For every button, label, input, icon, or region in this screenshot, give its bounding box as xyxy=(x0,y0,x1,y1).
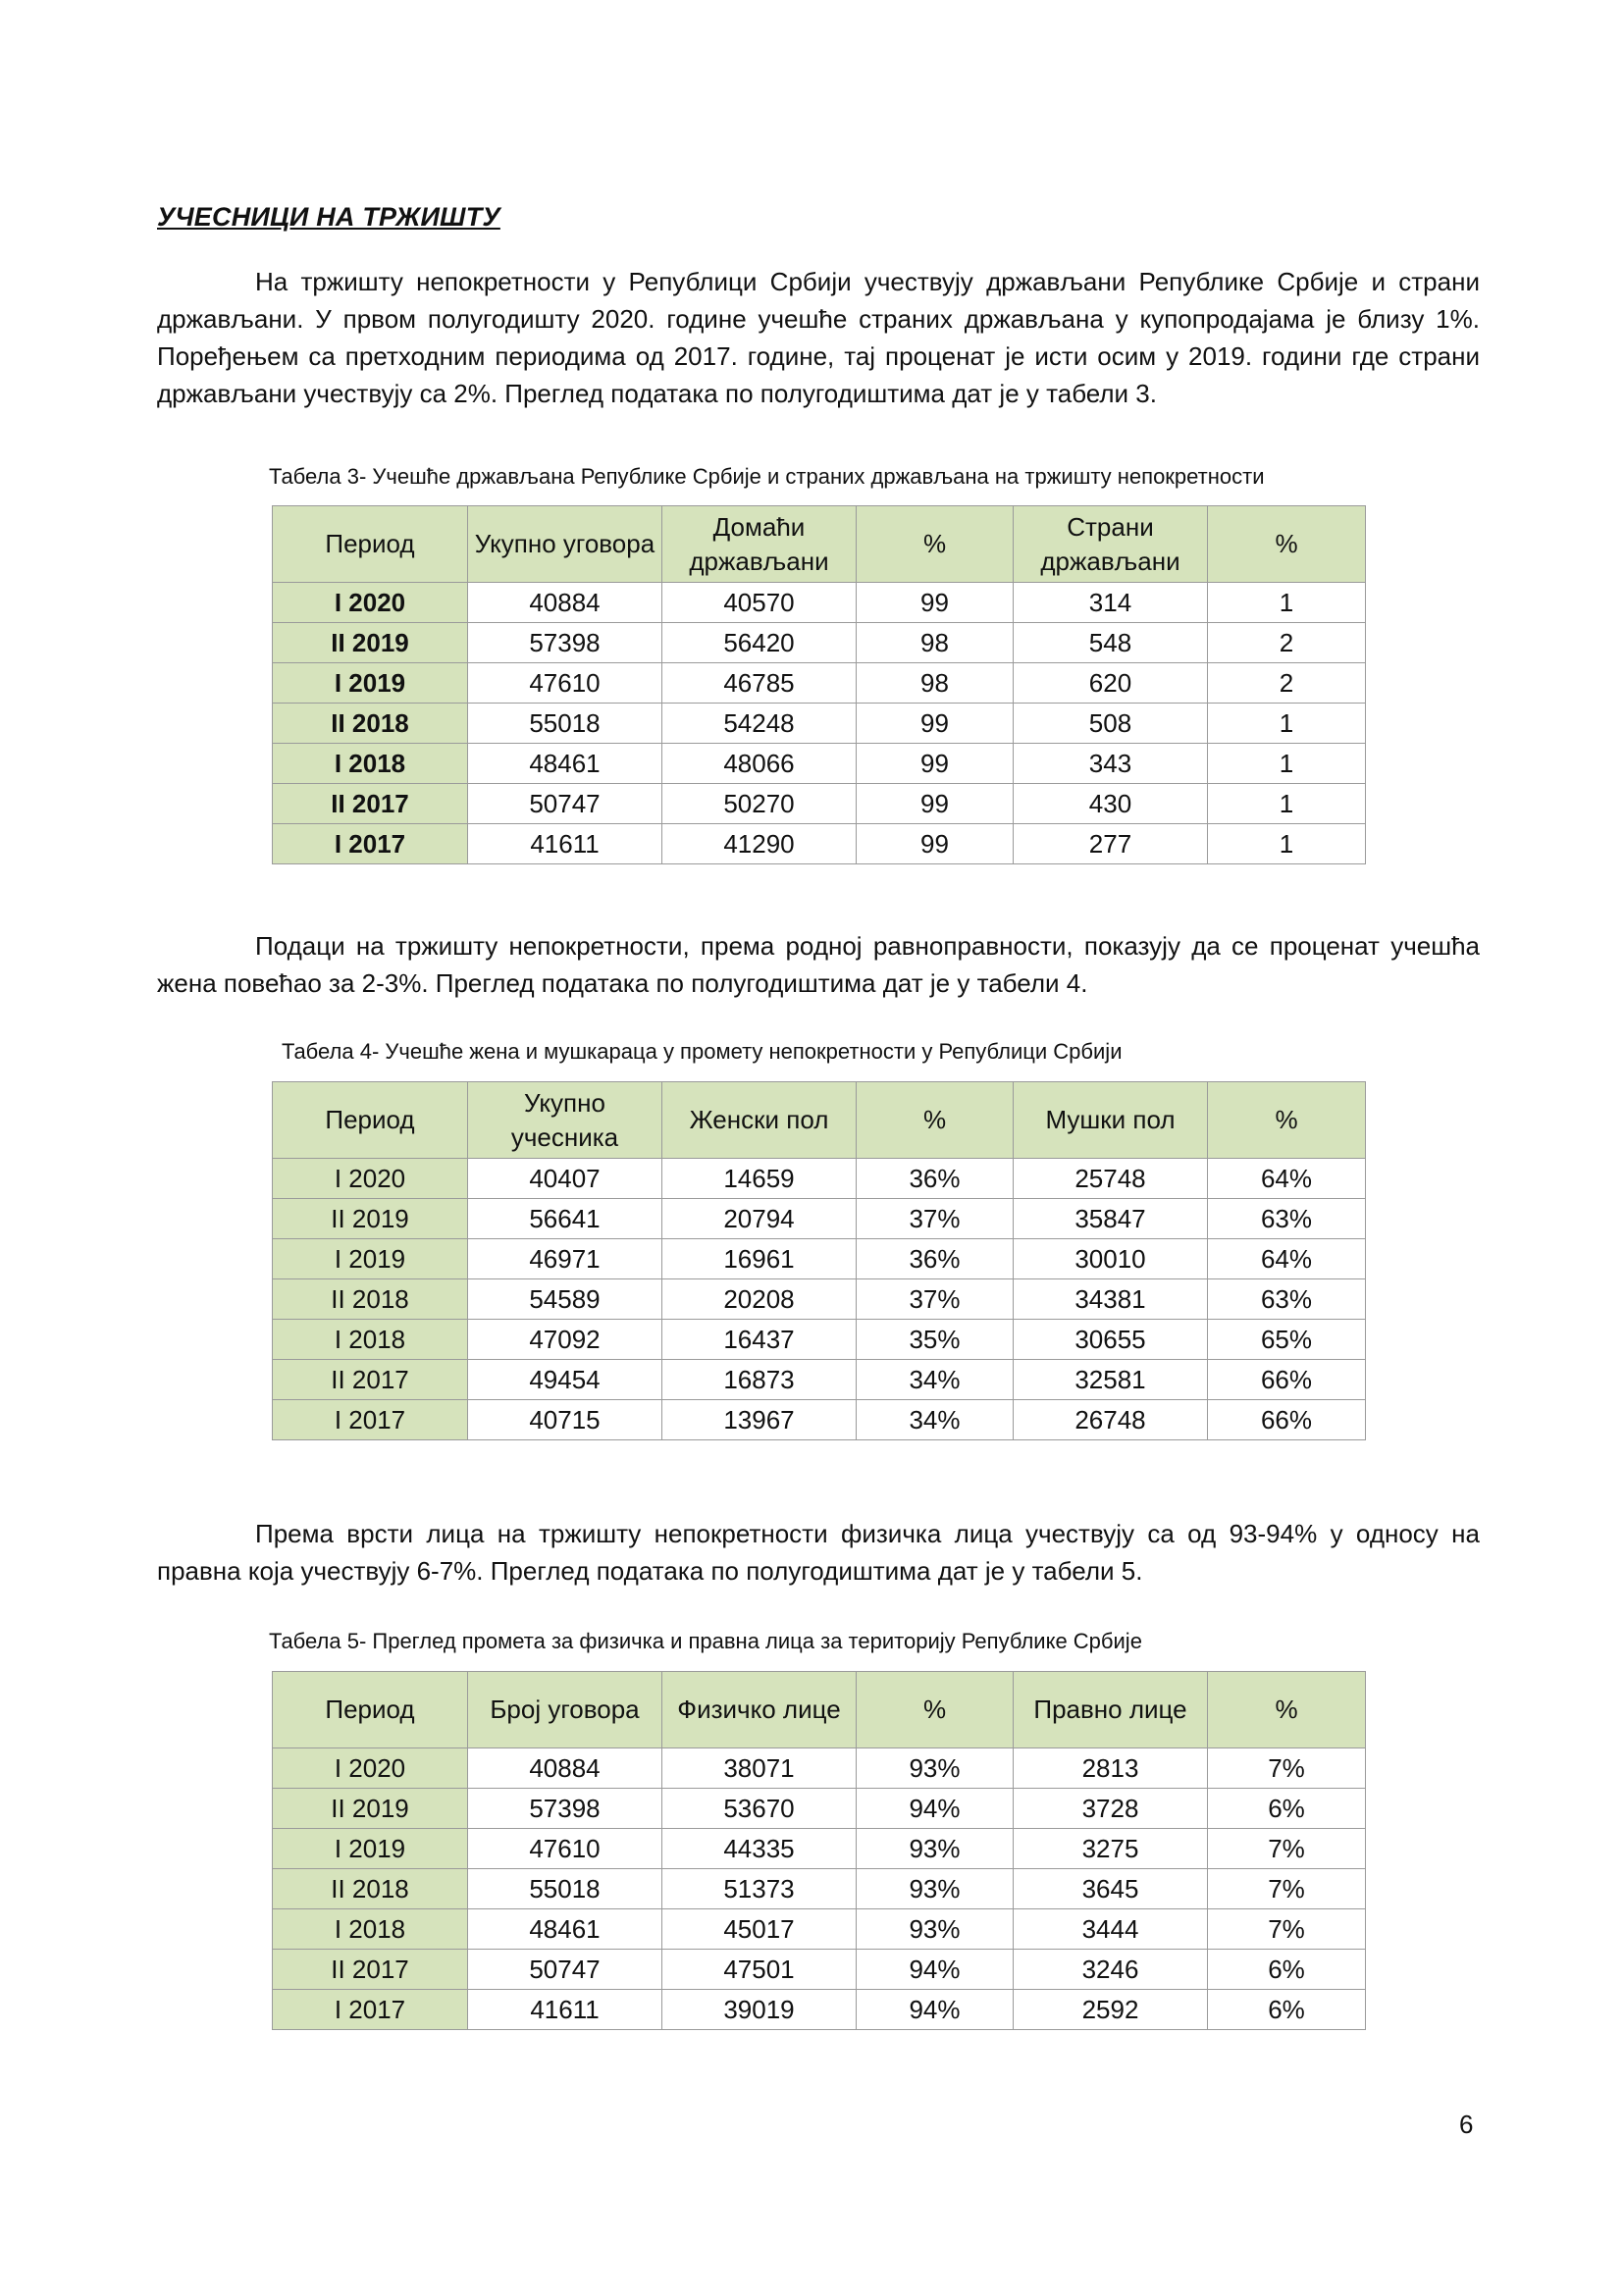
table-cell: 30010 xyxy=(1014,1239,1208,1279)
table-cell: 41611 xyxy=(468,824,662,864)
table-cell: 34381 xyxy=(1014,1279,1208,1320)
table-cell: 620 xyxy=(1014,663,1208,704)
table-row xyxy=(273,784,1366,824)
table-cell: 54589 xyxy=(468,1279,662,1320)
table-row xyxy=(273,1199,1366,1239)
table-cell: 47092 xyxy=(468,1320,662,1360)
table-cell: 6% xyxy=(1208,1950,1366,1990)
table-row xyxy=(273,1239,1366,1279)
table-cell: 94% xyxy=(857,1789,1014,1829)
table-cell: 44335 xyxy=(662,1829,857,1869)
table-cell: 1 xyxy=(1208,744,1366,784)
period-cell: I 2018 xyxy=(273,1320,468,1360)
table-cell: 50747 xyxy=(468,1950,662,1990)
table-cell: 2 xyxy=(1208,623,1366,663)
table-cell: 3275 xyxy=(1014,1829,1208,1869)
table-cell: 47610 xyxy=(468,1829,662,1869)
table-cell: 3728 xyxy=(1014,1789,1208,1829)
period-cell: II 2019 xyxy=(273,1789,468,1829)
table-cell: 343 xyxy=(1014,744,1208,784)
table-row xyxy=(273,1320,1366,1360)
table-cell: 7% xyxy=(1208,1829,1366,1869)
table-cell: 56641 xyxy=(468,1199,662,1239)
table-cell: 93% xyxy=(857,1748,1014,1789)
period-cell: II 2018 xyxy=(273,1279,468,1320)
period-cell: I 2019 xyxy=(273,663,468,704)
table-cell: 508 xyxy=(1014,704,1208,744)
table3-citizenship xyxy=(272,505,1366,864)
table-cell: 49454 xyxy=(468,1360,662,1400)
table-row xyxy=(273,1360,1366,1400)
table-cell: 6% xyxy=(1208,1789,1366,1829)
table-cell: 40407 xyxy=(468,1159,662,1199)
period-cell: I 2017 xyxy=(273,824,468,864)
table3-caption: Табела 3- Учешће држављана Републике Србије и страних држављана на тржишту непокретности xyxy=(269,464,1265,489)
table-cell: 16961 xyxy=(662,1239,857,1279)
period-cell: I 2017 xyxy=(273,1400,468,1440)
table-cell: 93% xyxy=(857,1829,1014,1869)
table-cell: 48461 xyxy=(468,1909,662,1950)
table-cell: 36% xyxy=(857,1159,1014,1199)
table-cell: 48461 xyxy=(468,744,662,784)
table-cell: 50747 xyxy=(468,784,662,824)
table-cell: 46971 xyxy=(468,1239,662,1279)
period-cell: II 2017 xyxy=(273,784,468,824)
column-header: Физичко лице xyxy=(662,1672,857,1748)
table-cell: 3246 xyxy=(1014,1950,1208,1990)
table-cell: 2592 xyxy=(1014,1990,1208,2030)
table-cell: 57398 xyxy=(468,623,662,663)
table-row xyxy=(273,1990,1366,2030)
table4-gender xyxy=(272,1081,1366,1440)
column-header: Домаћи држављани xyxy=(662,506,857,583)
table-cell: 314 xyxy=(1014,583,1208,623)
table-cell: 47610 xyxy=(468,663,662,704)
table-cell: 57398 xyxy=(468,1789,662,1829)
table-cell: 34% xyxy=(857,1360,1014,1400)
table-cell: 56420 xyxy=(662,623,857,663)
period-cell: II 2018 xyxy=(273,704,468,744)
paragraph-foreign-citizens: На тржишту непокретности у Републици Србији учествују држављани Републике Србије и страни држављани. У првом полугодишту 2020. године учешће страних држављана у купопродајама је близу 1%. Поређењем са претходним периодима од 2017. године, тај проценат је исти осим у 2019. години где страни држављани учествују са 2%. Преглед података по полугодиштима дат је у табели 3. xyxy=(157,267,1480,408)
column-header: % xyxy=(1208,1082,1366,1159)
table-cell: 40715 xyxy=(468,1400,662,1440)
table-cell: 98 xyxy=(857,623,1014,663)
column-header: % xyxy=(1208,1672,1366,1748)
table-cell: 53670 xyxy=(662,1789,857,1829)
period-cell: I 2019 xyxy=(273,1829,468,1869)
table-cell: 99 xyxy=(857,784,1014,824)
table-cell: 55018 xyxy=(468,1869,662,1909)
table-header-row xyxy=(273,1082,1366,1159)
table-cell: 98 xyxy=(857,663,1014,704)
table-cell: 99 xyxy=(857,704,1014,744)
table-cell: 94% xyxy=(857,1990,1014,2030)
table-cell: 277 xyxy=(1014,824,1208,864)
table-cell: 16873 xyxy=(662,1360,857,1400)
table-cell: 55018 xyxy=(468,704,662,744)
table-cell: 64% xyxy=(1208,1239,1366,1279)
table-row xyxy=(273,1789,1366,1829)
period-cell: II 2019 xyxy=(273,1199,468,1239)
table-row xyxy=(273,1869,1366,1909)
table-cell: 7% xyxy=(1208,1869,1366,1909)
table-header-row xyxy=(273,506,1366,583)
column-header: % xyxy=(1208,506,1366,583)
column-header: % xyxy=(857,506,1014,583)
table-cell: 64% xyxy=(1208,1159,1366,1199)
column-header: Женски пол xyxy=(662,1082,857,1159)
period-cell: I 2018 xyxy=(273,744,468,784)
table-row xyxy=(273,1748,1366,1789)
table-cell: 7% xyxy=(1208,1748,1366,1789)
table-cell: 3444 xyxy=(1014,1909,1208,1950)
table-cell: 25748 xyxy=(1014,1159,1208,1199)
column-header: Број уговора xyxy=(468,1672,662,1748)
table-cell: 45017 xyxy=(662,1909,857,1950)
table-cell: 41290 xyxy=(662,824,857,864)
table-cell: 54248 xyxy=(662,704,857,744)
table-row xyxy=(273,1400,1366,1440)
table-cell: 37% xyxy=(857,1279,1014,1320)
table5-caption: Табела 5- Преглед промета за физичка и правна лица за територију Републике Србије xyxy=(269,1629,1142,1653)
table-cell: 41611 xyxy=(468,1990,662,2030)
table-cell: 548 xyxy=(1014,623,1208,663)
column-header: Период xyxy=(273,506,468,583)
column-header: Страни држављани xyxy=(1014,506,1208,583)
column-header: Мушки пол xyxy=(1014,1082,1208,1159)
table-cell: 37% xyxy=(857,1199,1014,1239)
period-cell: I 2020 xyxy=(273,1159,468,1199)
table-cell: 430 xyxy=(1014,784,1208,824)
column-header: Укупно учесника xyxy=(468,1082,662,1159)
table-cell: 47501 xyxy=(662,1950,857,1990)
table-cell: 63% xyxy=(1208,1279,1366,1320)
table-row xyxy=(273,583,1366,623)
table-row xyxy=(273,1279,1366,1320)
table-cell: 51373 xyxy=(662,1869,857,1909)
table-cell: 20208 xyxy=(662,1279,857,1320)
table-cell: 30655 xyxy=(1014,1320,1208,1360)
paragraph-gender: Подаци на тржишту непокретности, према родној равноправности, показују да се проценат учешћа жена повећао за 2-3%. Преглед података по полугодиштима дат је у табели 4. xyxy=(157,931,1480,998)
table-cell: 20794 xyxy=(662,1199,857,1239)
column-header: Период xyxy=(273,1672,468,1748)
period-cell: I 2020 xyxy=(273,583,468,623)
table-cell: 46785 xyxy=(662,663,857,704)
table-cell: 34% xyxy=(857,1400,1014,1440)
column-header: % xyxy=(857,1082,1014,1159)
table-cell: 13967 xyxy=(662,1400,857,1440)
table-row xyxy=(273,704,1366,744)
table-header-row xyxy=(273,1672,1366,1748)
table-cell: 94% xyxy=(857,1950,1014,1990)
table-cell: 93% xyxy=(857,1869,1014,1909)
table-row xyxy=(273,1950,1366,1990)
table-cell: 7% xyxy=(1208,1909,1366,1950)
table-cell: 65% xyxy=(1208,1320,1366,1360)
table-cell: 99 xyxy=(857,824,1014,864)
table-row xyxy=(273,623,1366,663)
column-header: % xyxy=(857,1672,1014,1748)
table-cell: 35% xyxy=(857,1320,1014,1360)
table-cell: 1 xyxy=(1208,824,1366,864)
table-cell: 14659 xyxy=(662,1159,857,1199)
column-header: Укупно уговора xyxy=(468,506,662,583)
table-cell: 48066 xyxy=(662,744,857,784)
column-header: Период xyxy=(273,1082,468,1159)
table-cell: 40884 xyxy=(468,1748,662,1789)
column-header: Правно лице xyxy=(1014,1672,1208,1748)
period-cell: II 2017 xyxy=(273,1950,468,1990)
section-heading: УЧЕСНИЦИ НА ТРЖИШТУ xyxy=(157,202,500,232)
period-cell: II 2017 xyxy=(273,1360,468,1400)
table-cell: 1 xyxy=(1208,704,1366,744)
table5-person-type xyxy=(272,1671,1366,2030)
period-cell: I 2019 xyxy=(273,1239,468,1279)
table-cell: 40570 xyxy=(662,583,857,623)
period-cell: II 2018 xyxy=(273,1869,468,1909)
period-cell: II 2019 xyxy=(273,623,468,663)
table-cell: 93% xyxy=(857,1909,1014,1950)
table-cell: 99 xyxy=(857,744,1014,784)
table-row xyxy=(273,824,1366,864)
page-number: 6 xyxy=(1459,2110,1474,2139)
period-cell: I 2017 xyxy=(273,1990,468,2030)
table-cell: 2 xyxy=(1208,663,1366,704)
table-cell: 36% xyxy=(857,1239,1014,1279)
table-cell: 1 xyxy=(1208,583,1366,623)
table-cell: 66% xyxy=(1208,1400,1366,1440)
table-cell: 40884 xyxy=(468,583,662,623)
table4-caption: Табела 4- Учешће жена и мушкараца у промету непокретности у Републици Србији xyxy=(282,1039,1123,1064)
table-cell: 50270 xyxy=(662,784,857,824)
table-cell: 99 xyxy=(857,583,1014,623)
table-row xyxy=(273,1829,1366,1869)
table-cell: 2813 xyxy=(1014,1748,1208,1789)
table-row xyxy=(273,1909,1366,1950)
table-cell: 38071 xyxy=(662,1748,857,1789)
table-cell: 63% xyxy=(1208,1199,1366,1239)
table-cell: 1 xyxy=(1208,784,1366,824)
table-cell: 39019 xyxy=(662,1990,857,2030)
table-row xyxy=(273,744,1366,784)
table-cell: 3645 xyxy=(1014,1869,1208,1909)
table-cell: 16437 xyxy=(662,1320,857,1360)
paragraph-person-type: Према врсти лица на тржишту непокретности физичка лица учествују са од 93-94% у односу на правна која учествују 6-7%. Преглед података по полугодиштима дат је у табели 5. xyxy=(157,1519,1480,1586)
table-cell: 26748 xyxy=(1014,1400,1208,1440)
period-cell: I 2018 xyxy=(273,1909,468,1950)
table-cell: 66% xyxy=(1208,1360,1366,1400)
period-cell: I 2020 xyxy=(273,1748,468,1789)
table-row xyxy=(273,663,1366,704)
table-cell: 6% xyxy=(1208,1990,1366,2030)
table-cell: 35847 xyxy=(1014,1199,1208,1239)
table-row xyxy=(273,1159,1366,1199)
table-cell: 32581 xyxy=(1014,1360,1208,1400)
